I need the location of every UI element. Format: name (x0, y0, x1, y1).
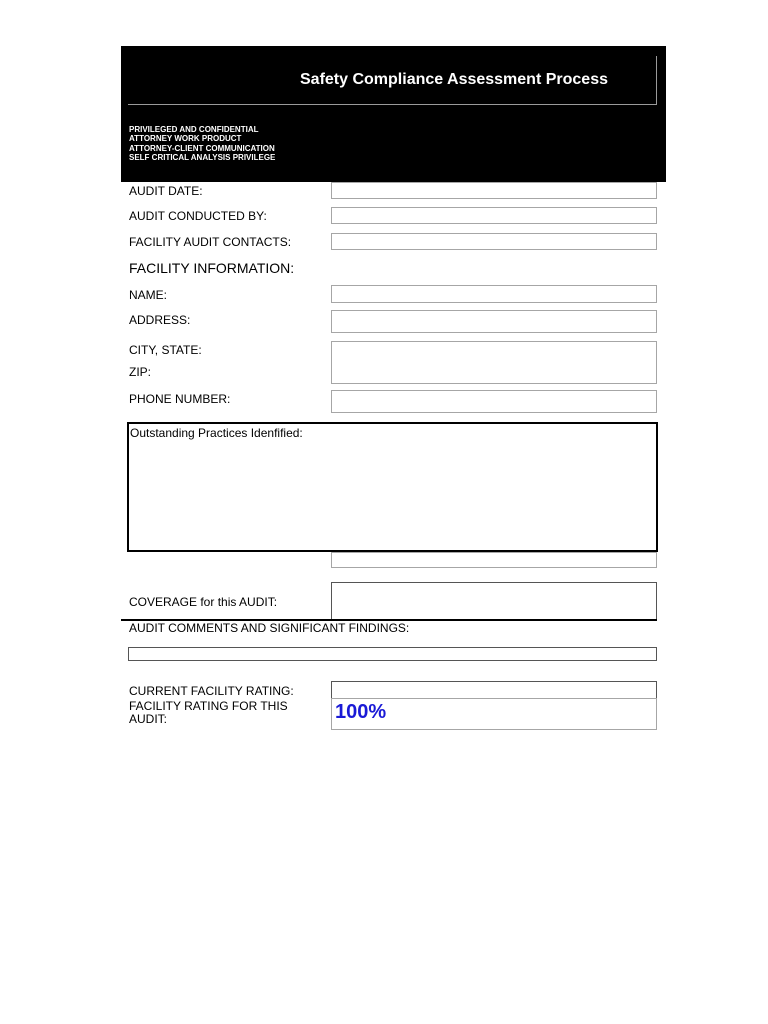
audit-date-field[interactable] (331, 182, 657, 199)
facility-audit-contacts-label: FACILITY AUDIT CONTACTS: (129, 235, 292, 249)
coverage-field[interactable] (331, 582, 657, 620)
phone-number-label: PHONE NUMBER: (129, 392, 231, 406)
privilege-notice (129, 125, 275, 162)
privilege-line: SELF CRITICAL ANALYSIS PRIVILEGE (129, 152, 276, 162)
title-divider-vertical (656, 56, 657, 105)
current-facility-rating-field[interactable] (331, 681, 657, 699)
privilege-line: PRIVILEGED AND CONFIDENTIAL (129, 125, 259, 134)
facility-address-label: ADDRESS: (129, 313, 191, 327)
phone-number-field[interactable] (331, 390, 657, 413)
audit-date-label: AUDIT DATE: (129, 184, 203, 198)
facility-rating-this-audit-label-line: FACILITY RATING FOR THIS (129, 699, 288, 713)
outstanding-practices-label: Outstanding Practices Idenfified: (130, 426, 303, 440)
facility-address-field[interactable] (331, 310, 657, 333)
page-title: Safety Compliance Assessment Process (300, 71, 608, 88)
facility-name-field[interactable] (331, 285, 657, 303)
facility-rating-this-audit-label (129, 700, 288, 726)
audit-conducted-by-label: AUDIT CONDUCTED BY: (129, 209, 267, 223)
audit-comments-label: AUDIT COMMENTS AND SIGNIFICANT FINDINGS: (129, 621, 410, 635)
facility-name-label: NAME: (129, 288, 168, 302)
facility-rating-this-audit-label-line: AUDIT: (129, 712, 168, 726)
facility-audit-contacts-field[interactable] (331, 233, 657, 250)
privilege-line: ATTORNEY WORK PRODUCT (129, 134, 242, 144)
city-state-zip-field[interactable] (331, 341, 657, 384)
audit-comments-field[interactable] (128, 647, 657, 661)
outstanding-practices-extra-field[interactable] (331, 552, 657, 568)
zip-label: ZIP: (129, 365, 152, 379)
privilege-line: ATTORNEY-CLIENT COMMUNICATION (129, 143, 275, 153)
audit-conducted-by-field[interactable] (331, 207, 657, 224)
facility-information-heading: FACILITY INFORMATION: (129, 260, 295, 276)
title-divider (128, 104, 656, 105)
city-state-label: CITY, STATE: (129, 343, 202, 357)
current-facility-rating-label: CURRENT FACILITY RATING: (129, 684, 294, 698)
coverage-label: COVERAGE for this AUDIT: (129, 595, 278, 609)
outstanding-practices-box[interactable] (127, 422, 658, 552)
facility-rating-value: 100% (335, 701, 387, 723)
